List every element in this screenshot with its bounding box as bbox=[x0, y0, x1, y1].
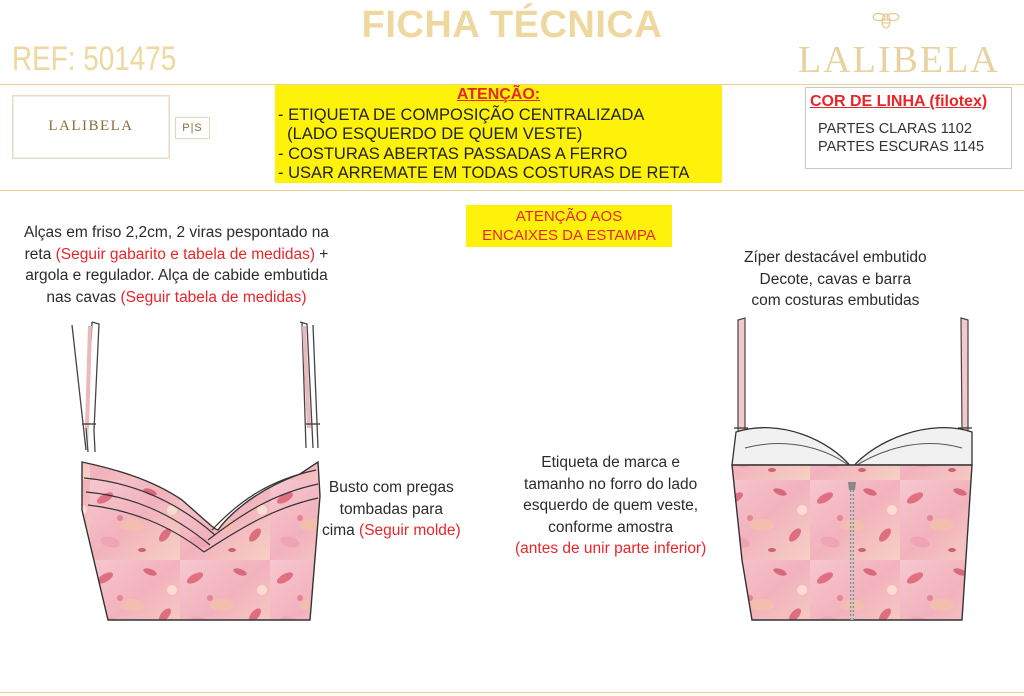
strap-note-ref: (Seguir gabarito e tabela de medidas) bbox=[55, 245, 315, 263]
reference-code: REF: 501475 bbox=[12, 40, 177, 78]
front-view-garment bbox=[72, 322, 320, 620]
attention-title: ATENÇÃO: bbox=[456, 86, 541, 103]
label-note-ref: (antes de unir parte inferior) bbox=[515, 540, 707, 557]
strap-note-ref: (Seguir tabela de medidas) bbox=[120, 288, 307, 306]
label-placement-note bbox=[515, 452, 706, 560]
size-tag: P|S bbox=[175, 117, 210, 139]
bust-note-line: Busto com pregas bbox=[328, 479, 454, 496]
bust-note-ref: (Seguir molde) bbox=[359, 522, 461, 539]
thread-color-line: PARTES ESCURAS 1145 bbox=[818, 139, 985, 155]
attention-line: - ETIQUETA DE COMPOSIÇÃO CENTRALIZADA bbox=[278, 106, 645, 124]
label-brand-text: LALIBELA bbox=[48, 118, 134, 134]
bust-note-line: cima (Seguir molde) bbox=[322, 522, 461, 539]
label-note-line: Etiqueta de marca e bbox=[541, 454, 680, 471]
back-view-garment bbox=[732, 318, 972, 620]
bust-note-line: tombadas para bbox=[339, 500, 444, 518]
print-warning-line: ENCAIXES DA ESTAMPA bbox=[482, 227, 656, 244]
label-note-line: esquerdo de quem veste, bbox=[523, 497, 699, 514]
brand-name: LALIBELA bbox=[798, 39, 1000, 81]
page-title: FICHA TÉCNICA bbox=[361, 4, 663, 46]
attention-line: - COSTURAS ABERTAS PASSADAS A FERRO bbox=[278, 145, 628, 163]
strap-note-line: nas cavas (Seguir tabela de medidas) bbox=[46, 288, 307, 306]
thread-color-line: PARTES CLARAS 1102 bbox=[818, 121, 972, 137]
strap-note-line: Alças em friso 2,2cm, 2 viras pespontado na bbox=[24, 224, 329, 241]
thread-color-title: COR DE LINHA (filotex) bbox=[810, 93, 988, 110]
label-note-line: conforme amostra bbox=[548, 518, 674, 536]
zipper-note bbox=[744, 247, 927, 312]
label-note-line: tamanho no forro do lado bbox=[524, 475, 698, 493]
attention-line: (LADO ESQUERDO DE QUEM VESTE) bbox=[278, 125, 583, 143]
zipper-note-line: Zíper destacável embutido bbox=[744, 249, 927, 266]
zipper-note-line: Decote, cavas e barra bbox=[759, 270, 912, 288]
print-warning-line: ATENÇÃO AOS bbox=[515, 208, 623, 225]
attention-line: - USAR ARREMATE EM TODAS COSTURAS DE RETA bbox=[278, 164, 690, 182]
strap-note bbox=[24, 222, 329, 308]
zipper-note-line: com costuras embutidas bbox=[751, 292, 920, 309]
strap-note-line: argola e regulador. Alça de cabide embutida bbox=[25, 267, 328, 284]
bust-note bbox=[322, 477, 461, 542]
strap-note-line: reta (Seguir gabarito e tabela de medidas) + bbox=[24, 245, 329, 263]
